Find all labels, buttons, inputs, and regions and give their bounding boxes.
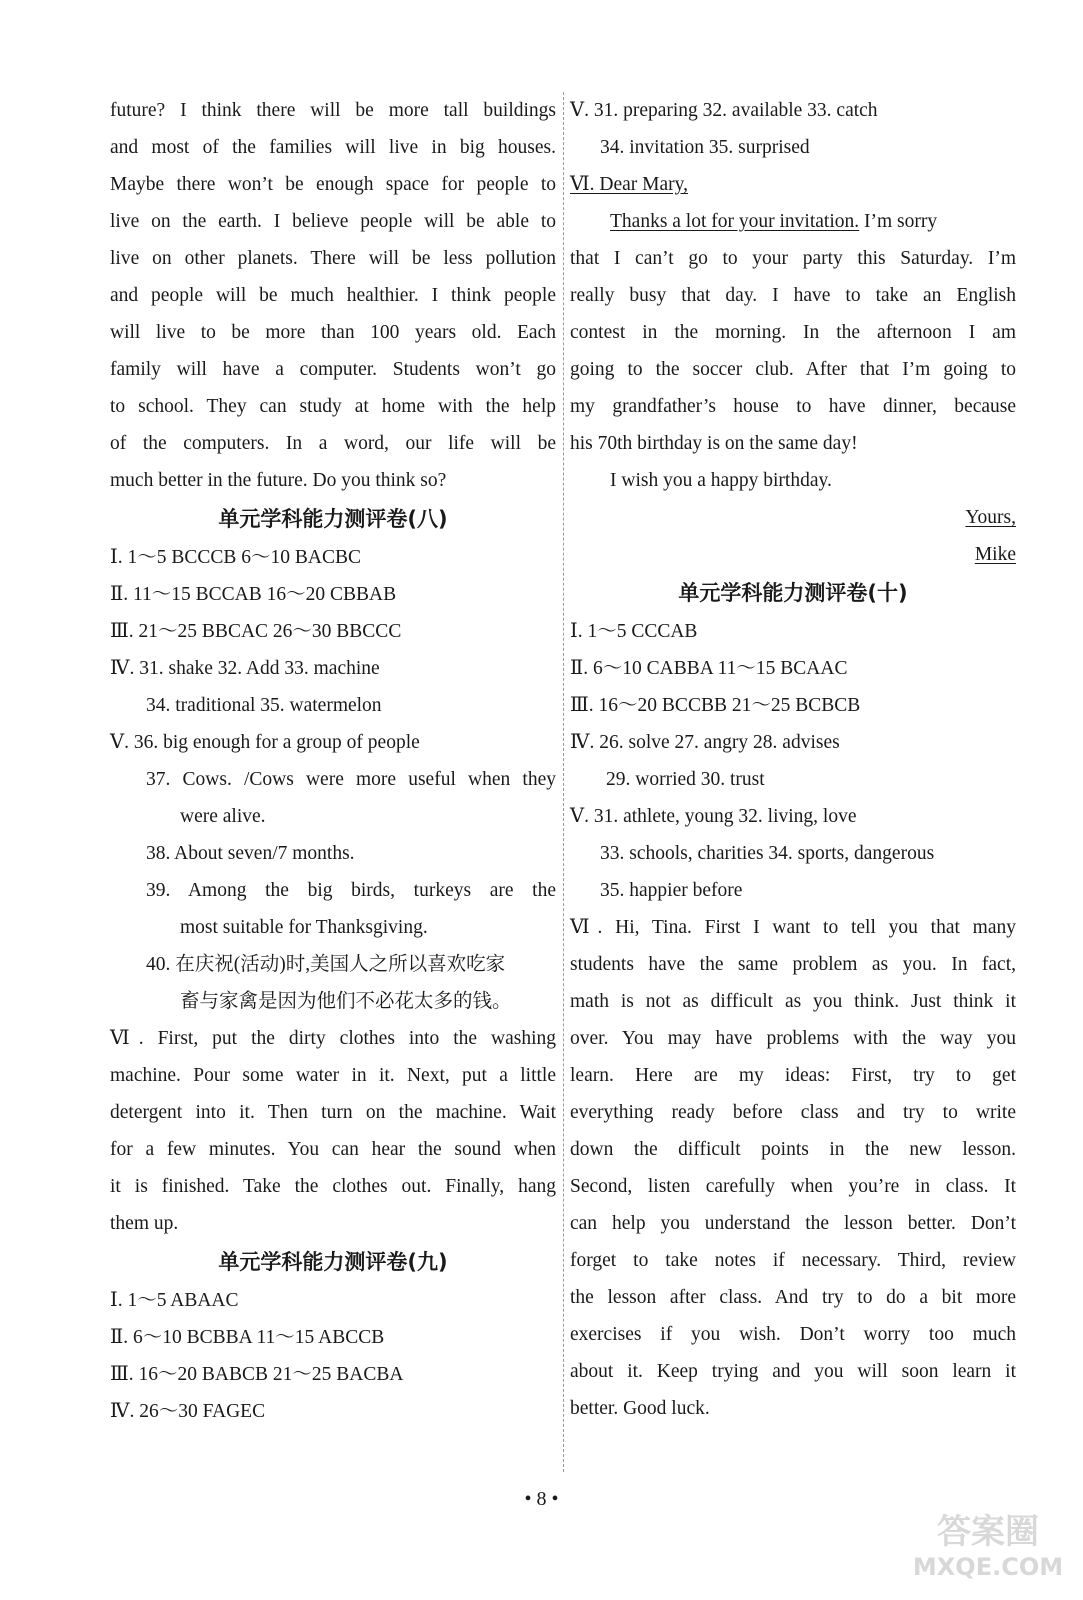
underlined-text: Thanks a lot for your invitation.	[610, 211, 860, 232]
text-line: I wish you a happy birthday.	[610, 470, 832, 491]
column-divider	[563, 92, 564, 1472]
text-line: 38. About seven/7 months.	[146, 843, 355, 864]
watermark-line2: MXQE.COM	[913, 1553, 1063, 1581]
text-line: Ⅲ. 21～25 BBCAC 26～30 BBCCC	[110, 621, 402, 642]
text-line: 33. schools, charities 34. sports, dangerous	[600, 843, 935, 864]
text-line: Ⅴ. 31. preparing 32. available 33. catch	[570, 100, 878, 121]
left-column	[110, 92, 556, 1430]
underlined-text: Yours,	[965, 507, 1016, 528]
text-line: and people will be much healthier. I think people	[110, 285, 556, 306]
text-line: over. You may have problems with the way you	[570, 1028, 1016, 1049]
text-line	[570, 499, 1016, 536]
watermark-line1: 答案圈	[937, 1512, 1039, 1552]
text-line: of the computers. In a word, our life will be	[110, 433, 556, 454]
text-line: Ⅴ. 31. athlete, young 32. living, love	[570, 806, 857, 827]
text-line: Ⅱ. 6～10 CABBA 11～15 BCAAC	[570, 658, 848, 679]
text-line: future? I think there will be more tall buildings	[110, 100, 556, 121]
text-line: it is finished. Take the clothes out. Finally, hang	[110, 1176, 556, 1197]
right-column	[570, 92, 1016, 1427]
section-heading: 单元学科能力测评卷(八)	[218, 507, 448, 531]
text-line: everything ready before class and try to write	[570, 1102, 1016, 1123]
text-line: 畜与家禽是因为他们不必花太多的钱。	[180, 991, 512, 1012]
text-line: about it. Keep trying and you will soon learn it	[570, 1361, 1016, 1382]
text-line: machine. Pour some water in it. Next, put a little	[110, 1065, 556, 1086]
text-line: detergent into it. Then turn on the machine. Wait	[110, 1102, 556, 1123]
text-line: my grandfather’s house to have dinner, because	[570, 396, 1016, 417]
text-line: live on other planets. There will be less pollution	[110, 248, 556, 269]
text-line: live on the earth. I believe people will be able to	[110, 211, 556, 232]
text-line: 35. happier before	[600, 880, 743, 901]
text-line: Ⅳ. 26. solve 27. angry 28. advises	[570, 732, 840, 753]
text-line: them up.	[110, 1213, 179, 1234]
text-line: exercises if you wish. Don’t worry too much	[570, 1324, 1016, 1345]
text-line: forget to take notes if necessary. Third, review	[570, 1250, 1016, 1271]
text-line: and most of the families will live in big houses.	[110, 137, 556, 158]
text-line: that I can’t go to your party this Saturday. I’m	[570, 248, 1016, 269]
text-line: Ⅰ. 1～5 BCCCB 6～10 BACBC	[110, 547, 361, 568]
text-line: Ⅰ. 1～5 CCCAB	[570, 621, 698, 642]
text-line: most suitable for Thanksgiving.	[180, 917, 428, 938]
text-line: math is not as difficult as you think. Just think it	[570, 991, 1016, 1012]
text-line: will live to be more than 100 years old. Each	[110, 322, 556, 343]
text-line: his 70th birthday is on the same day!	[570, 433, 858, 454]
text-line: Ⅲ. 16～20 BCCBB 21～25 BCBCB	[570, 695, 861, 716]
text-line: 39. Among the big birds, turkeys are the	[146, 880, 556, 901]
text-line: Ⅱ. 6～10 BCBBA 11～15 ABCCB	[110, 1327, 385, 1348]
text-line: 40. 在庆祝(活动)时,美国人之所以喜欢吃家	[146, 954, 506, 975]
text-line: for a few minutes. You can hear the sound when	[110, 1139, 556, 1160]
text-line: family will have a computer. Students won’t go	[110, 359, 556, 380]
text-line: can help you understand the lesson better. Don’t	[570, 1213, 1016, 1234]
text-line: 37. Cows. /Cows were more useful when they	[146, 769, 556, 790]
text-line: Ⅵ. First, put the dirty clothes into the washing	[110, 1028, 556, 1049]
text-line: going to the soccer club. After that I’m going to	[570, 359, 1016, 380]
text-line	[570, 203, 1016, 240]
text-line: much better in the future. Do you think so?	[110, 470, 447, 491]
text-line	[570, 166, 1016, 203]
text-line: the lesson after class. And try to do a bit more	[570, 1287, 1016, 1308]
text-line: Ⅱ. 11～15 BCCAB 16～20 CBBAB	[110, 584, 397, 605]
watermark-logo	[913, 1505, 1063, 1585]
text-line: learn. Here are my ideas: First, try to get	[570, 1065, 1016, 1086]
text-line: better. Good luck.	[570, 1398, 710, 1419]
section-heading: 单元学科能力测评卷(十)	[678, 581, 908, 605]
underlined-text: Mike	[974, 544, 1016, 565]
text-line: Ⅲ. 16～20 BABCB 21～25 BACBA	[110, 1364, 404, 1385]
text-line: Ⅳ. 26～30 FAGEC	[110, 1401, 266, 1422]
text-line: were alive.	[180, 806, 266, 827]
text-line: Second, listen carefully when you’re in class. It	[570, 1176, 1016, 1197]
text-line: students have the same problem as you. In fact,	[570, 954, 1016, 975]
text-line: 34. traditional 35. watermelon	[146, 695, 382, 716]
text-line: 34. invitation 35. surprised	[600, 137, 810, 158]
text-line: 29. worried 30. trust	[606, 769, 765, 790]
underlined-text: Ⅵ. Dear Mary,	[570, 174, 688, 195]
text-line: really busy that day. I have to take an English	[570, 285, 1016, 306]
section-heading: 单元学科能力测评卷(九)	[218, 1250, 448, 1274]
text-line: Ⅵ. Hi, Tina. First I want to tell you that many	[570, 917, 1016, 938]
text-line: Ⅰ. 1～5 ABAAC	[110, 1290, 239, 1311]
text-line: Maybe there won’t be enough space for people to	[110, 174, 556, 195]
text-line: to school. They can study at home with the help	[110, 396, 556, 417]
text-line: down the difficult points in the new lesson.	[570, 1139, 1016, 1160]
text-line: Ⅳ. 31. shake 32. Add 33. machine	[110, 658, 380, 679]
text-line: Ⅴ. 36. big enough for a group of people	[110, 732, 420, 753]
text-tail: I’m sorry	[859, 211, 938, 232]
page-number: • 8 •	[524, 1488, 559, 1510]
text-line: contest in the morning. In the afternoon I am	[570, 322, 1016, 343]
text-line	[570, 536, 1016, 573]
